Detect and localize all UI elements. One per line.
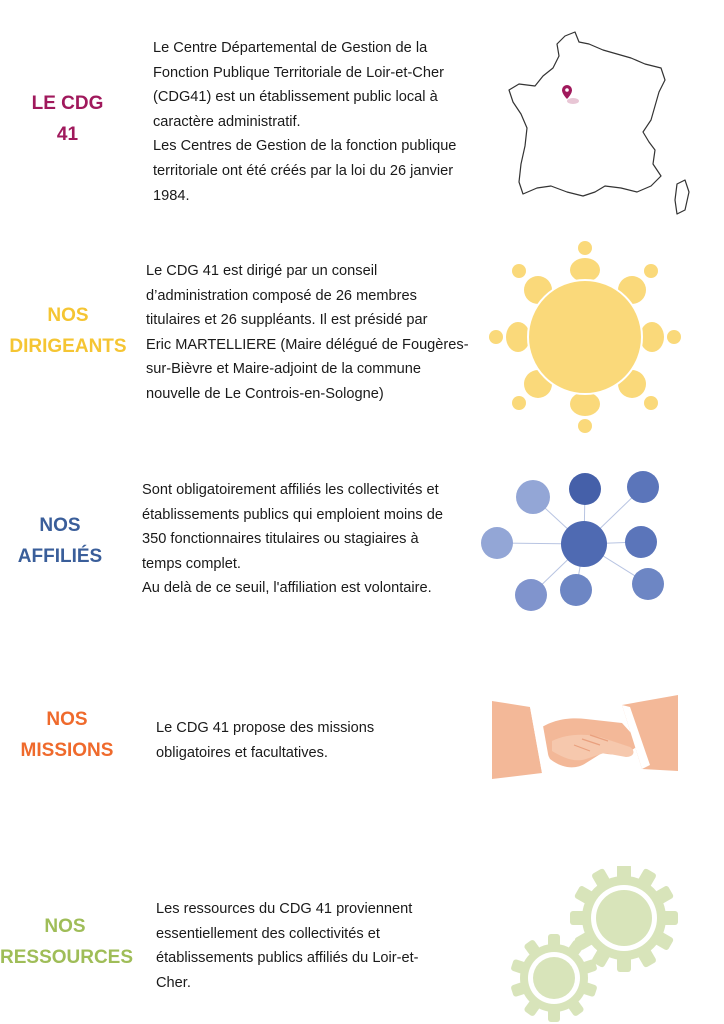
sun-icon	[486, 238, 684, 436]
affilies-title: NOS AFFILIÉS	[17, 515, 103, 567]
handshake-icon	[490, 693, 680, 785]
network-icon	[476, 466, 676, 616]
ressources-title: NOS RESSOURCES	[0, 916, 134, 968]
cdg-title: LE CDG 41	[31, 93, 104, 145]
dirigeants-text: Le CDG 41 est dirigé par un conseil d’administration composé de 26 membres titulaires et 26 suppléants. Il est présidé par Eric MARTELLIERE (Maire délégué de Fougères- sur-Bièvre et Maire-adjoint de la commune nouvelle de Le Controis-en-Sologne)	[146, 263, 469, 402]
dirigeants-title: NOS DIRIGEANTS	[9, 305, 127, 357]
ressources-text: Les ressources du CDG 41 proviennent essentiellement des collectivités et établissements publics affiliés du Loir-et- Cher.	[156, 901, 419, 991]
missions-text: Le CDG 41 propose des missions obligatoires et facultatives.	[156, 720, 375, 761]
cdg-text: Le Centre Départemental de Gestion de la Fonction Publique Territoriale de Loir-et-Cher (CDG41) est un établissement public local à caractère administratif. Les Centres de Gestion de la fonction publique territoriale ont été créés par la loi du 26 janvier 1984.	[153, 40, 457, 204]
gears-icon	[508, 866, 684, 1022]
france-map-icon	[505, 28, 695, 223]
affilies-text: Sont obligatoirement affiliés les collectivités et établissements publics qui emploient moins de 350 fonctionnaires titulaires ou stagiaires à temps complet. Au delà de ce seuil, l'affiliation est volontaire.	[142, 482, 443, 597]
missions-title: NOS MISSIONS	[20, 709, 114, 761]
